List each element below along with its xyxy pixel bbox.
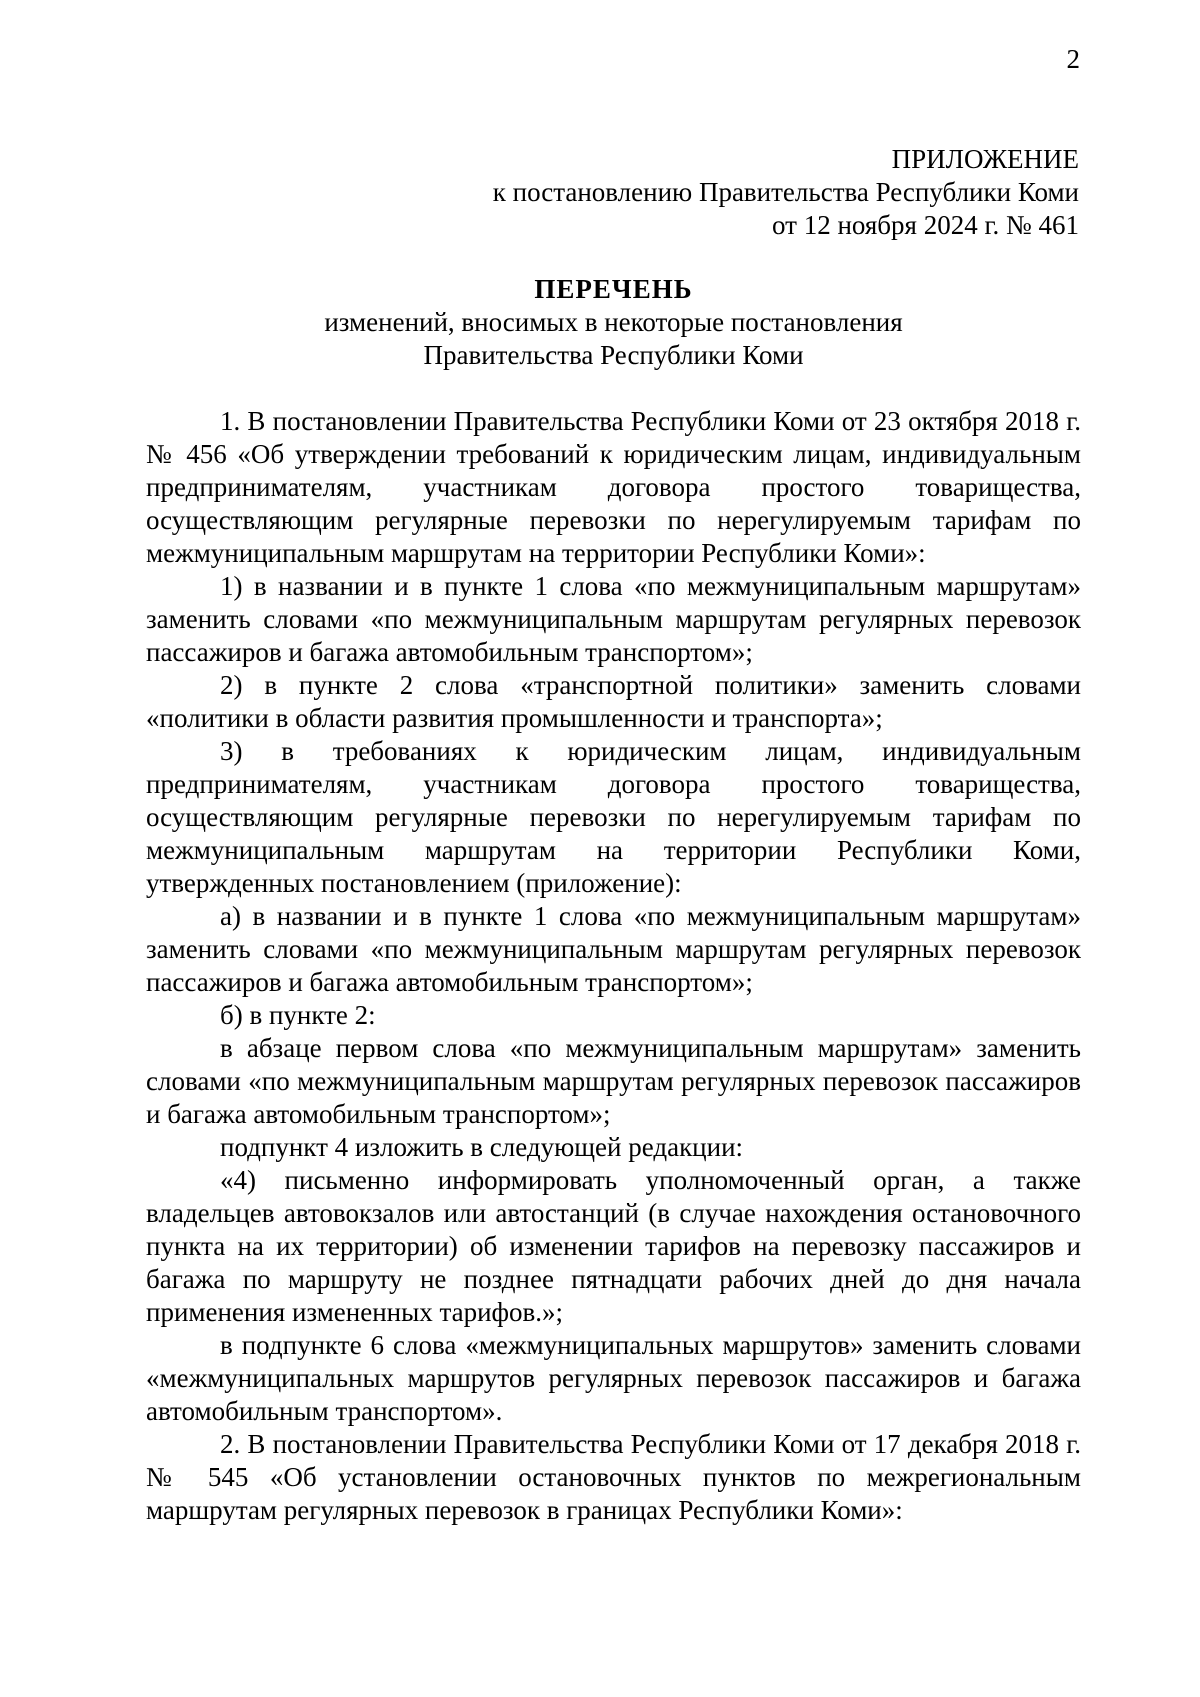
document-title: ПЕРЕЧЕНЬ	[534, 274, 693, 304]
document-title-block	[146, 273, 1081, 372]
paragraph-1-item-3b-subpoint-6: в подпункте 6 слова «межмуниципальных маршрутов» заменить словами «межмуниципальных маршрутов регулярных перевозок пассажиров и багажа автомобильным транспортом».	[146, 1330, 1081, 1426]
paragraph-1-item-3b-abzac-1: в абзаце первом слова «по межмуниципальным маршрутам» заменить словами «по межмуниципальным маршрутам регулярных перевозок пассажиров и багажа автомобильным транспортом»;	[146, 1033, 1081, 1129]
paragraph-1-item-3a: а) в названии и в пункте 1 слова «по межмуниципальным маршрутам» заменить словами «по межмуниципальным маршрутам регулярных перевозок пассажиров и багажа автомобильным транспортом»;	[146, 901, 1081, 997]
paragraph-1-item-3b-subpoint-4-text: «4) письменно информировать уполномоченный орган, а также владельцев автовокзалов или автостанций (в случае нахождения остановочного пункта на их территории) об изменении тарифов на перевозку пассажиров и багажа по маршруту не позднее пятнадцати рабочих дней до дня начала применения измененных тарифов.»;	[146, 1165, 1081, 1327]
paragraph-1-item-1: 1) в названии и в пункте 1 слова «по межмуниципальным маршрутам» заменить словами «по межмуниципальным маршрутам регулярных перевозок пассажиров и багажа автомобильным транспортом»;	[146, 571, 1081, 667]
paragraph-1-item-3: 3) в требованиях к юридическим лицам, индивидуальным предпринимателям, участникам договора простого товарищества, осуществляющим регулярные перевозки по нерегулируемым тарифам по межмуниципальным маршрутам на территории Республики Коми, утвержденных постановлением (приложение):	[146, 736, 1081, 898]
appendix-resolution-date: от 12 ноября 2024 г. № 461	[772, 210, 1079, 240]
page-number: 2	[1066, 44, 1080, 74]
appendix-label: ПРИЛОЖЕНИЕ	[891, 144, 1079, 174]
paragraph-1-item-2: 2) в пункте 2 слова «транспортной политики» заменить словами «политики в области развития промышленности и транспорта»;	[146, 670, 1081, 733]
paragraph-2: 2. В постановлении Правительства Республики Коми от 17 декабря 2018 г. № 545 «Об установлении остановочных пунктов по межрегиональным маршрутам регулярных перевозок в границах Республики Коми»:	[146, 1429, 1081, 1525]
paragraph-1-item-3b-subpoint-4: подпункт 4 изложить в следующей редакции:	[220, 1132, 744, 1162]
paragraph-1: 1. В постановлении Правительства Республики Коми от 23 октября 2018 г. № 456 «Об утверждении требований к юридическим лицам, индивидуальным предпринимателям, участникам договора простого товарищества, осуществляющим регулярные перевозки по нерегулируемым тарифам по межмуниципальным маршрутам на территории Республики Коми»:	[146, 406, 1081, 568]
appendix-header	[493, 143, 1079, 242]
paragraph-1-item-3b: б) в пункте 2:	[220, 1000, 376, 1030]
document-subtitle-line-1: изменений, вносимых в некоторые постановления	[324, 307, 903, 337]
appendix-resolution-ref: к постановлению Правительства Республики Коми	[492, 177, 1079, 207]
document-subtitle-line-2: Правительства Республики Коми	[423, 340, 804, 370]
document-body	[146, 405, 1081, 1527]
